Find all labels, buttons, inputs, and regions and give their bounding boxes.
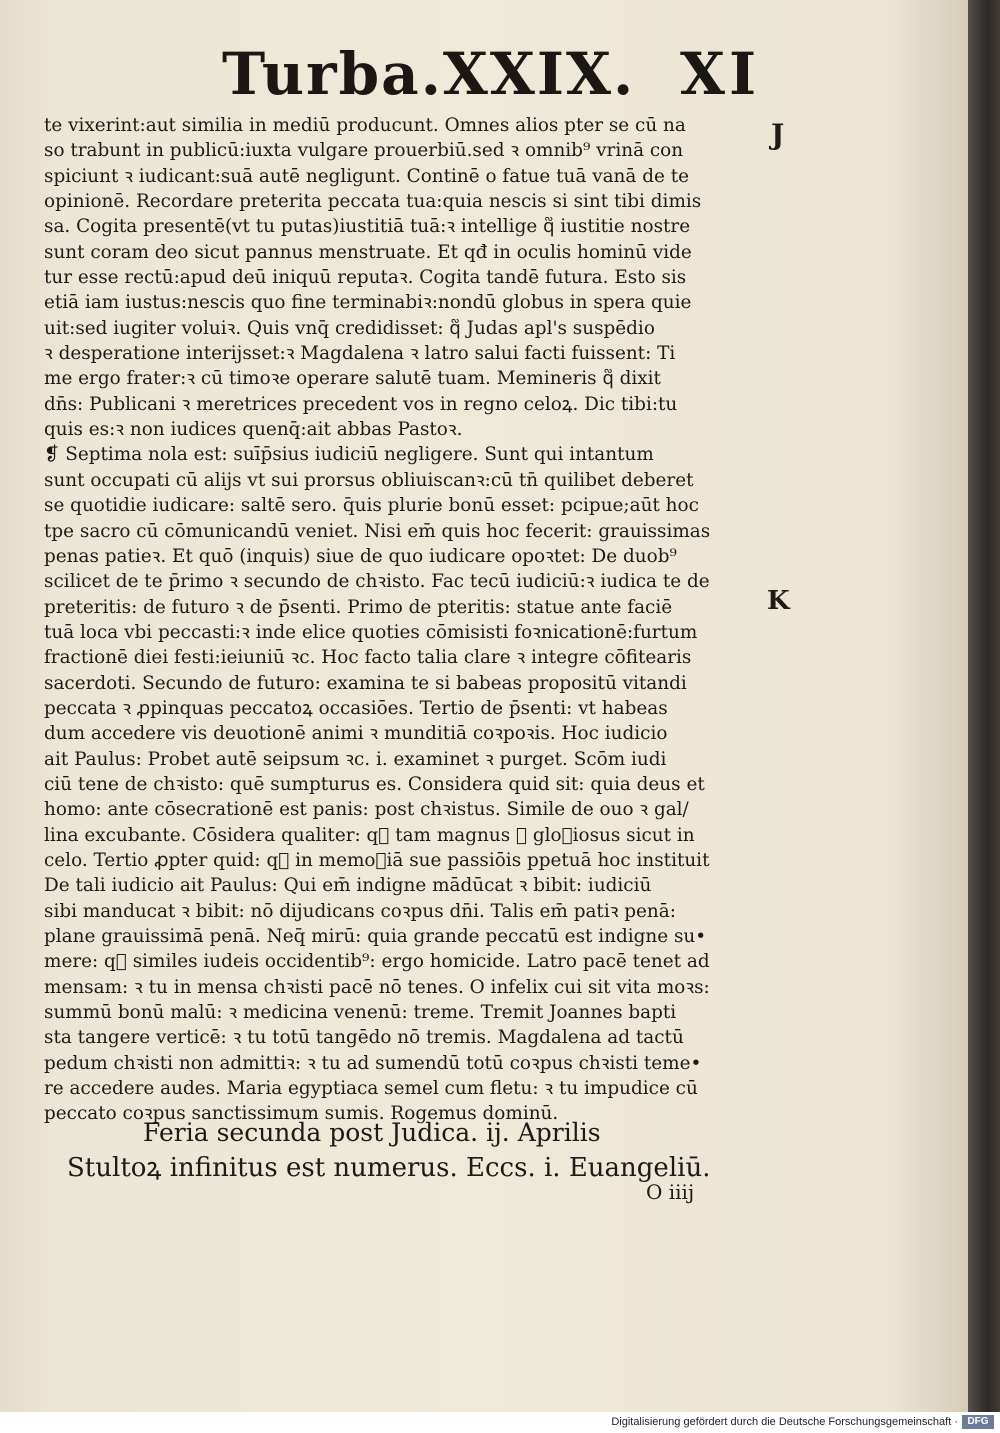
text-line: sta tangere verticē: ꝛ tu totū tangēdo nō tremis. Magdalena ad tactū <box>44 1027 684 1049</box>
text-line: me ergo frater:ꝛ cū timoꝛe operare salutē tuam. Memineris q᷑ dixit <box>44 368 661 390</box>
text-line: mere: q᷑ similes iudeis occidentib⁹: ergo homicide. Latro pacē tenet ad <box>44 951 710 973</box>
text-block <box>44 113 764 1127</box>
text-line: dum accedere vis deuotionē animi ꝛ munditiā coꝛpoꝛis. Hoc iudicio <box>44 723 668 745</box>
text-line: ❡ Septima nola est: suīp̄sius iudiciū negligere. Sunt qui intantum <box>44 444 654 466</box>
margin-letter-j: J <box>771 118 785 151</box>
text-line: tuā loca vbi peccasti:ꝛ inde elice quoties cōmisisti foꝛnicationē:furtum <box>44 621 698 643</box>
text-line: sibi manducat ꝛ bibit: nō dijudicans coꝛpus dn̄i. Talis em̄ patiꝛ penā: <box>44 900 676 922</box>
text-line: sunt occupati cū alijs vt sui prorsus obliuiscanꝛ:cū tn̄ quilibet deberet <box>44 469 694 491</box>
text-line: peccata ꝛ ꝓpinquas peccatoꝝ occasiōes. Tertio de p̄senti: vt habeas <box>44 697 668 719</box>
text-line: ciū tene de chꝛisto: quē sumpturus es. Considera quid sit: quia deus et <box>44 773 705 795</box>
text-line: mensam: ꝛ tu in mensa chꝛisti pacē nō tenes. O infelix cui sit vita moꝛs: <box>44 976 710 998</box>
text-line: preteritis: de futuro ꝛ de p̄senti. Primo de pteritis: statue ante faciē <box>44 596 673 618</box>
rubric-subheading: Stultoꝝ infinitus est numerus. Eccs. i. Euangeliū. <box>67 1153 711 1183</box>
digitization-footer <box>0 1412 1000 1433</box>
text-line: penas patieꝛ. Et quō (inquis) siue de quo iudicare opoꝛtet: De duob⁹ <box>44 545 677 567</box>
dfg-logo: DFG <box>962 1415 994 1429</box>
text-line: plane grauissimā penā. Neq̄ mirū: quia grande peccatū est indigne su• <box>44 926 707 947</box>
text-line: peccato coꝛpus sanctissimum sumis. Rogemus dominū. <box>44 1103 559 1125</box>
text-line: celo. Tertio ꝓpter quid: q᷑ in memoꝛiā sue passiōis ppetuā hoc instituit <box>44 849 710 871</box>
text-line: re accedere audes. Maria egyptiaca semel cum fletu: ꝛ tu impudice cū <box>44 1078 698 1100</box>
text-line: sunt coram deo sicut pannus menstruate. Et qđ in oculis hominū vide <box>44 241 692 263</box>
text-line: spiciunt ꝛ iudicant:suā autē negligunt. Continē o fatue tuā vanā de te <box>44 165 689 187</box>
text-line: lina excubante. Cōsidera qualiter: q᷑ tam magnus ꝛ gloꝛiosus sicut in <box>44 824 695 846</box>
text-line: quis es:ꝛ non iudices quenq̄:ait abbas Pastoꝛ. <box>44 419 463 441</box>
signature-mark: O iiij <box>646 1180 695 1204</box>
text-line: sa. Cogita presentē(vt tu putas)iustitiā tuā:ꝛ intellige q᷑ iustitie nostre <box>44 216 691 238</box>
text-line: se quotidie iudicare: saltē sero. q̄uis plurie bonū esset: pcipue;aūt hoc <box>44 495 699 517</box>
text-line: opinionē. Recordare preterita peccata tua:quia nescis si sint tibi dimis <box>44 191 702 213</box>
text-line: ꝛ desperatione interijsset:ꝛ Magdalena ꝛ latro salui facti fuissent: Ti <box>44 343 676 365</box>
text-line: fractionē diei festi:ieiuniū ꝛc. Hoc facto talia clare ꝛ integre cōfitearis <box>44 647 692 669</box>
text-line: te vixerint:aut similia in mediū producunt. Omnes alios pter se cū na <box>44 115 686 136</box>
text-line: tur esse rectū:apud deū iniquū reputaꝛ. Cogita tandē futura. Esto sis <box>44 267 687 289</box>
footer-credit: Digitalisierung gefördert durch die Deutsche Forschungsgemeinschaft · <box>611 1416 958 1428</box>
folio-number: XI <box>680 40 761 108</box>
text-line: etiā iam iustus:nescis quo fine terminabiꝛ:nondū globus in spera quie <box>44 292 692 314</box>
book-spine-edge <box>968 0 1000 1412</box>
text-line: so trabunt in publicū:iuxta vulgare prouerbiū.sed ꝛ omnib⁹ vrinā con <box>44 140 684 162</box>
running-header-title: Turba.XXIX. <box>222 40 636 108</box>
rubric-heading: Feria secunda post Judica. ij. Aprilis <box>143 1118 601 1147</box>
text-line: homo: ante cōsecrationē est panis: post chꝛistus. Simile de ouo ꝛ gal/ <box>44 799 689 821</box>
text-line: tpe sacro cū cōmunicandū veniet. Nisi em̄ quis hoc fecerit: grauissimas <box>44 520 711 542</box>
text-line: scilicet de te p̄rimo ꝛ secundo de chꝛisto. Fac tecū iudiciū:ꝛ iudica te de <box>44 571 710 593</box>
text-line: De tali iudicio ait Paulus: Qui em̄ indigne mādūcat ꝛ bibit: iudiciū <box>44 875 652 897</box>
text-line: dn̄s: Publicani ꝛ meretrices precedent vos in regno celoꝝ. Dic tibi:tu <box>44 393 678 415</box>
text-line: sacerdoti. Secundo de futuro: examina te si babeas propositū vitandi <box>44 672 687 694</box>
text-line: pedum chꝛisti non admittiꝛ: ꝛ tu ad sumendū totū coꝛpus chꝛisti teme• <box>44 1052 702 1074</box>
text-line: uit:sed iugiter voluiꝛ. Quis vnq̄ credidisset: q᷑ Judas apl's suspēdio <box>44 317 655 339</box>
text-line: summū bonū malū: ꝛ medicina venenū: treme. Tremit Joannes bapti <box>44 1002 677 1024</box>
margin-letter-k: K <box>767 586 790 616</box>
text-line: ait Paulus: Probet autē seipsum ꝛc. i. examinet ꝛ purget. Scōm iudi <box>44 748 667 770</box>
